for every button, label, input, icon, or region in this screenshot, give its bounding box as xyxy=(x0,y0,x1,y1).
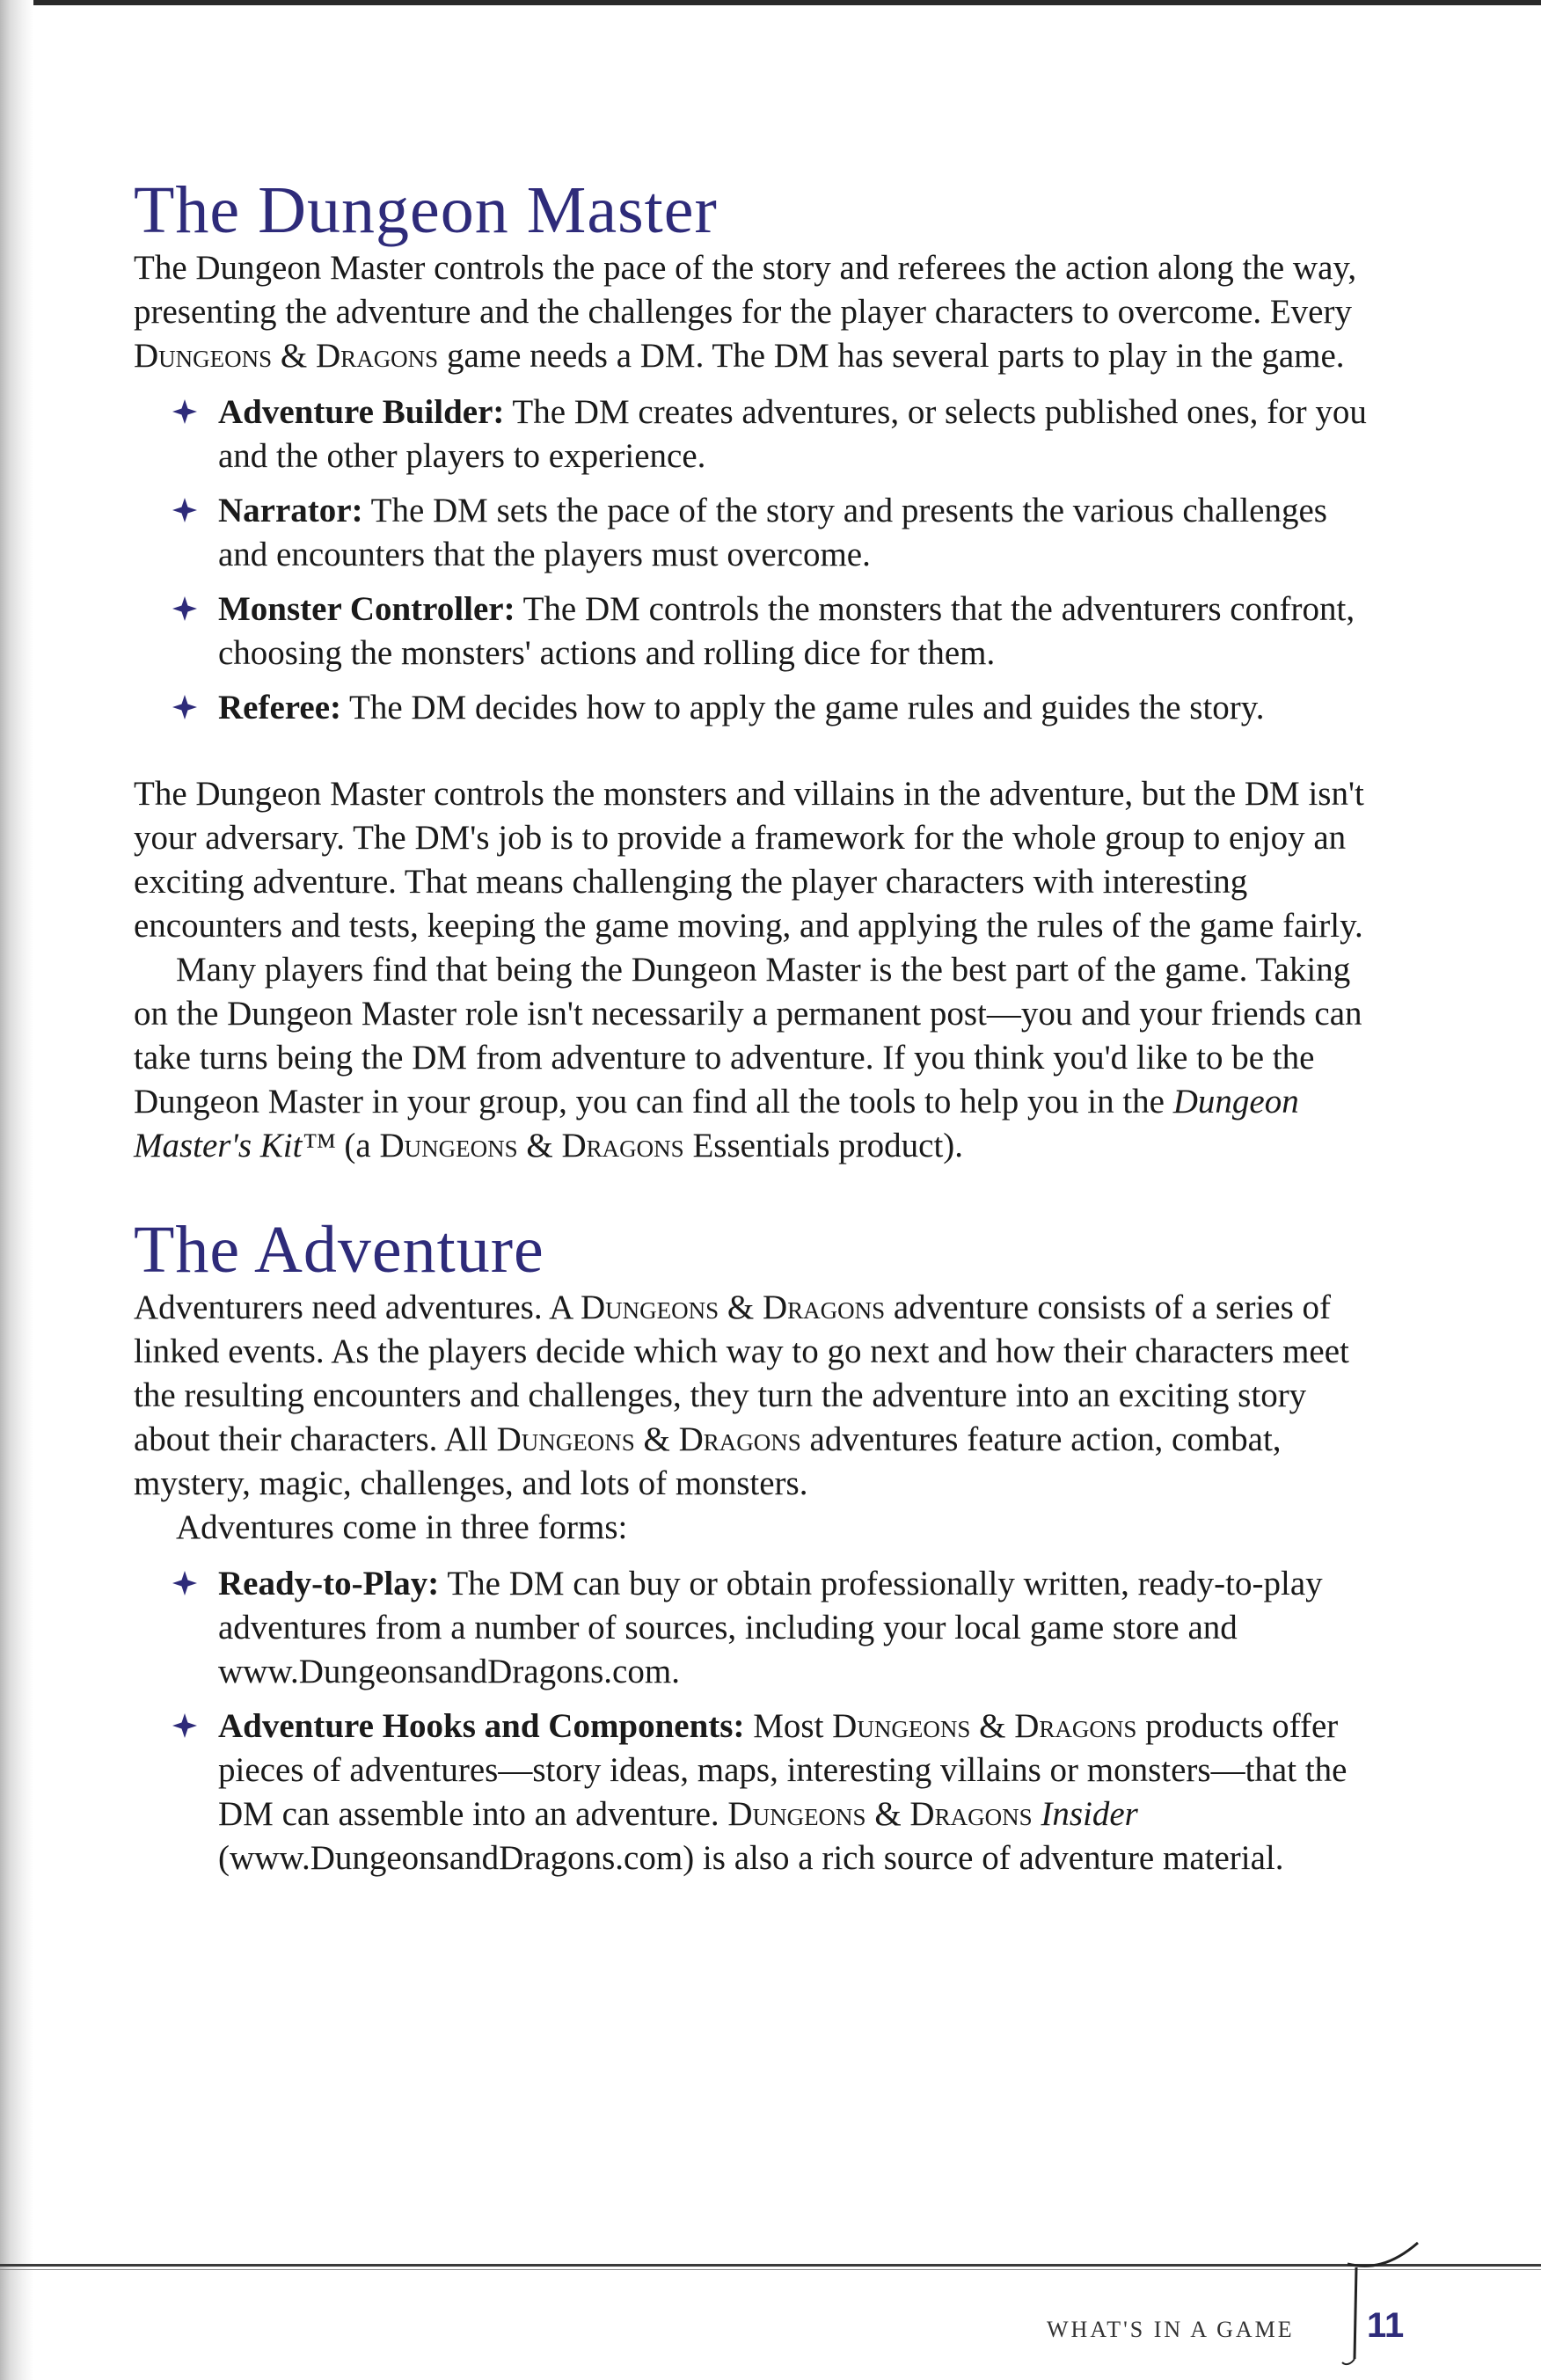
list-item xyxy=(218,588,1383,675)
page-content xyxy=(134,173,1383,1891)
role-term: Adventure Builder: xyxy=(218,392,505,431)
role-text: The DM controls the monsters that the adventurers confront, choosing the monsters' actions and rolling dice for them. xyxy=(218,589,1355,672)
list-item xyxy=(218,489,1383,577)
section-title-adventure: The Adventure xyxy=(134,1212,544,1287)
page-number: 11 xyxy=(1367,2306,1405,2345)
diamond-star-bullet-icon xyxy=(172,498,197,522)
spine-shadow xyxy=(0,0,33,2380)
dm-kit-title: Dungeon Master's Kit™ xyxy=(134,1082,1299,1164)
footer-section-label: WHAT'S IN A GAME xyxy=(1047,2317,1295,2342)
list-item: Adventure Hooks and Components: Most Dungeons & Dragons products offer pieces of adventures—story ideas, maps, interesting villains or monsters—that the DM can assemble into an adventure. Dungeons & Dragons Insider (www.DungeonsandDragons.com) is also a rich source of adventure material. xyxy=(218,1705,1383,1880)
list-item xyxy=(218,686,1383,730)
diamond-star-bullet-icon xyxy=(172,1713,197,1738)
role-term: Monster Controller: xyxy=(218,589,515,628)
list-item xyxy=(218,391,1383,478)
role-term: Referee: xyxy=(218,688,341,726)
footer-rule xyxy=(0,2264,1541,2267)
insider-title: Insider xyxy=(1032,1794,1138,1833)
form-term: Ready-to-Play: xyxy=(218,1564,440,1602)
adventure-forms-intro: Adventures come in three forms: xyxy=(176,1508,628,1546)
role-text: The DM creates adventures, or selects published ones, for you and the other players to experience. xyxy=(218,392,1367,475)
role-term: Narrator: xyxy=(218,491,363,529)
diamond-star-bullet-icon xyxy=(172,596,197,621)
footer-flourish-icon xyxy=(1330,2236,1435,2368)
role-text: The DM decides how to apply the game rules and guides the story. xyxy=(341,688,1265,726)
footer-rule-thin xyxy=(0,2269,1541,2270)
list-item xyxy=(218,1562,1383,1694)
dm-kit-paragraph: Many players find that being the Dungeon Master is the best part of the game. Taking on the Dungeon Master role isn't necessarily a permanent post—you and your friends can take turns being the DM from adventure to adventure. If you think you'd like to be the Dungeon Master in your group, you can find all the tools to help you in the Dungeon Master's Kit™ (a Dungeons & Dragons Essentials product). xyxy=(134,950,1362,1164)
role-text: The DM sets the pace of the story and presents the various challenges and encounters that the players must overcome. xyxy=(218,491,1327,573)
dm-adversary-paragraph: The Dungeon Master controls the monsters and villains in the adventure, but the DM isn't your adversary. The DM's job is to provide a framework for the whole group to enjoy an exciting adventure. That means challenging the player characters with interesting encounters and tests, keeping the game moving, and applying the rules of the game fairly. xyxy=(134,774,1364,945)
dm-roles-list xyxy=(134,391,1383,730)
diamond-star-bullet-icon xyxy=(172,1571,197,1595)
page-top-edge xyxy=(0,0,1541,5)
diamond-star-bullet-icon xyxy=(172,695,197,719)
form-term: Adventure Hooks and Components: xyxy=(218,1706,745,1745)
diamond-star-bullet-icon xyxy=(172,399,197,424)
adventure-forms-list xyxy=(134,1562,1383,1880)
adventure-intro-paragraph: Adventurers need adventures. A Dungeons & Dragons adventure consists of a series of linked events. As the players decide which way to go next and how their characters meet the resulting encounters and challenges, they turn the adventure into an exciting story about their characters. All Dungeons & Dragons adventures feature action, combat, mystery, magic, challenges, and lots of monsters. xyxy=(134,1288,1349,1502)
dm-intro-paragraph: The Dungeon Master controls the pace of the story and referees the action along the way, presenting the adventure and the challenges for the player characters to overcome. Every Dungeons & Dragons game needs a DM. The DM has several parts to play in the game. xyxy=(134,248,1357,375)
section-title-dungeon-master: The Dungeon Master xyxy=(134,173,718,247)
form-text: The DM can buy or obtain professionally written, ready-to-play adventures from a number of sources, including your local game store and www.DungeonsandDragons.com. xyxy=(218,1564,1323,1690)
